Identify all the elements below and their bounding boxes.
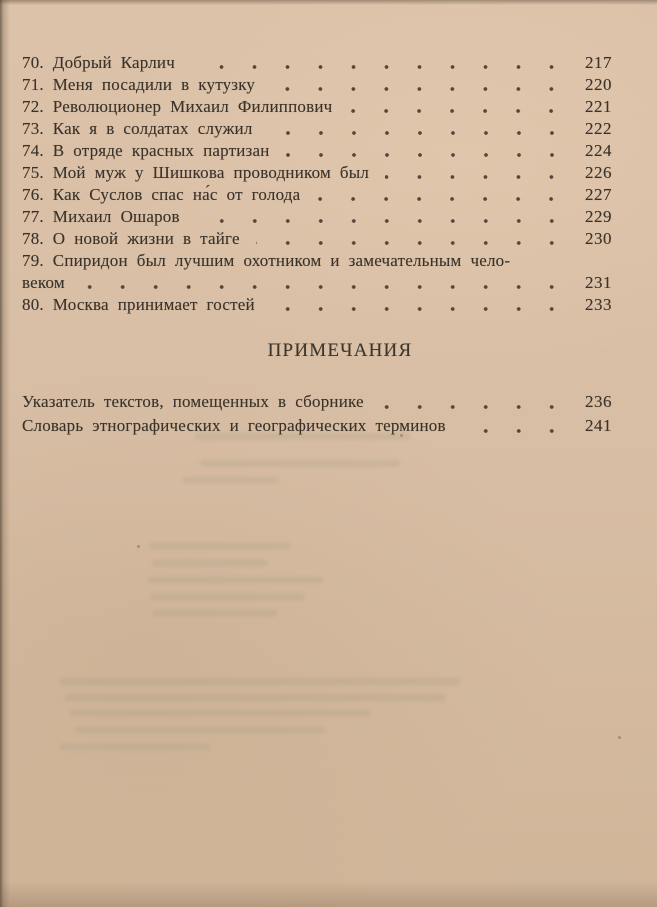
toc-line-text: Словарь этнографических и географических терминов [22, 416, 446, 435]
show-through-artifact [148, 577, 323, 583]
page-edge-top [0, 0, 657, 5]
show-through-artifact [152, 560, 267, 566]
paper-speck [400, 434, 403, 437]
toc-line-text: 76. Как Суслов спас на́с от голода [22, 185, 301, 204]
dot-leader [269, 118, 570, 140]
show-through-artifact [152, 610, 277, 616]
dot-leader [271, 74, 570, 96]
dot-leader [81, 272, 570, 294]
toc-line-text: 72. Революционер Михаил Филиппович [22, 97, 333, 116]
toc-line [22, 96, 612, 118]
toc-line-text: 78. О новой жизни в тайге [22, 229, 240, 248]
dot-leader [380, 390, 570, 414]
dot-leader [462, 414, 570, 438]
toc-line-text: 74. В отряде красных партизан [22, 141, 270, 160]
show-through-artifact [200, 460, 400, 467]
toc-line [22, 294, 612, 316]
page-number: 227 [585, 185, 612, 204]
dot-leader [191, 52, 570, 74]
dot-leader [256, 228, 570, 250]
show-through-artifact [183, 477, 278, 483]
toc-line-text: 80. Москва принимает гостей [22, 295, 255, 314]
page-content [0, 0, 657, 438]
page-number: 226 [585, 163, 612, 182]
toc-line [22, 118, 612, 140]
toc-line-text: 77. Михаил Ошаров [22, 207, 180, 226]
show-through-artifact [150, 543, 290, 549]
toc-line-text: 70. Добрый Карлич [22, 53, 175, 72]
page-number: 229 [585, 207, 612, 226]
page-number: 231 [585, 273, 612, 292]
page-edge-left [0, 0, 10, 907]
toc-line [22, 228, 612, 250]
page-number: 233 [585, 295, 612, 314]
page-number: 224 [585, 141, 612, 160]
toc-line-text: 79. Спиридон был лучшим охотником и замечательным чело- [22, 251, 511, 270]
dot-leader [286, 140, 571, 162]
toc-line-text: веком [22, 273, 65, 292]
show-through-artifact [60, 678, 460, 685]
toc-line-text: Указатель текстов, помещенных в сборнике [22, 392, 364, 411]
toc-list [22, 52, 612, 316]
toc-line [22, 206, 612, 228]
paper-speck [137, 545, 140, 548]
dot-leader [271, 294, 570, 316]
show-through-artifact [195, 433, 410, 440]
page-edge-bottom [0, 881, 657, 907]
toc-line [22, 184, 612, 206]
page-number: 236 [585, 392, 612, 411]
toc-line [22, 74, 612, 96]
toc-line-text: 73. Как я в солдатах служил [22, 119, 253, 138]
toc-line [22, 162, 612, 184]
toc-line [22, 52, 612, 74]
notes-list [22, 390, 612, 438]
show-through-artifact [65, 694, 445, 701]
page-number: 230 [585, 229, 612, 248]
show-through-artifact [150, 594, 305, 600]
toc-line [22, 250, 612, 272]
paper-speck [618, 736, 621, 739]
show-through-artifact [70, 710, 370, 716]
dot-leader [385, 162, 570, 184]
toc-line [22, 140, 612, 162]
show-through-artifact [75, 727, 325, 733]
toc-line-text: 75. Мой муж у Шишкова проводником был [22, 163, 370, 182]
page-number: 221 [585, 97, 612, 116]
page-number: 220 [585, 75, 612, 94]
dot-leader [316, 184, 570, 206]
page-number: 222 [585, 119, 612, 138]
toc-line [22, 272, 612, 294]
dot-leader [348, 96, 570, 118]
dot-leader [196, 206, 570, 228]
page-number: 217 [585, 53, 612, 72]
section-heading: ПРИМЕЧАНИЯ [267, 340, 413, 361]
toc-line-text: 71. Меня посадили в кутузку [22, 75, 256, 94]
toc-line [22, 390, 612, 414]
show-through-artifact [60, 744, 210, 750]
page-number: 241 [585, 416, 612, 435]
